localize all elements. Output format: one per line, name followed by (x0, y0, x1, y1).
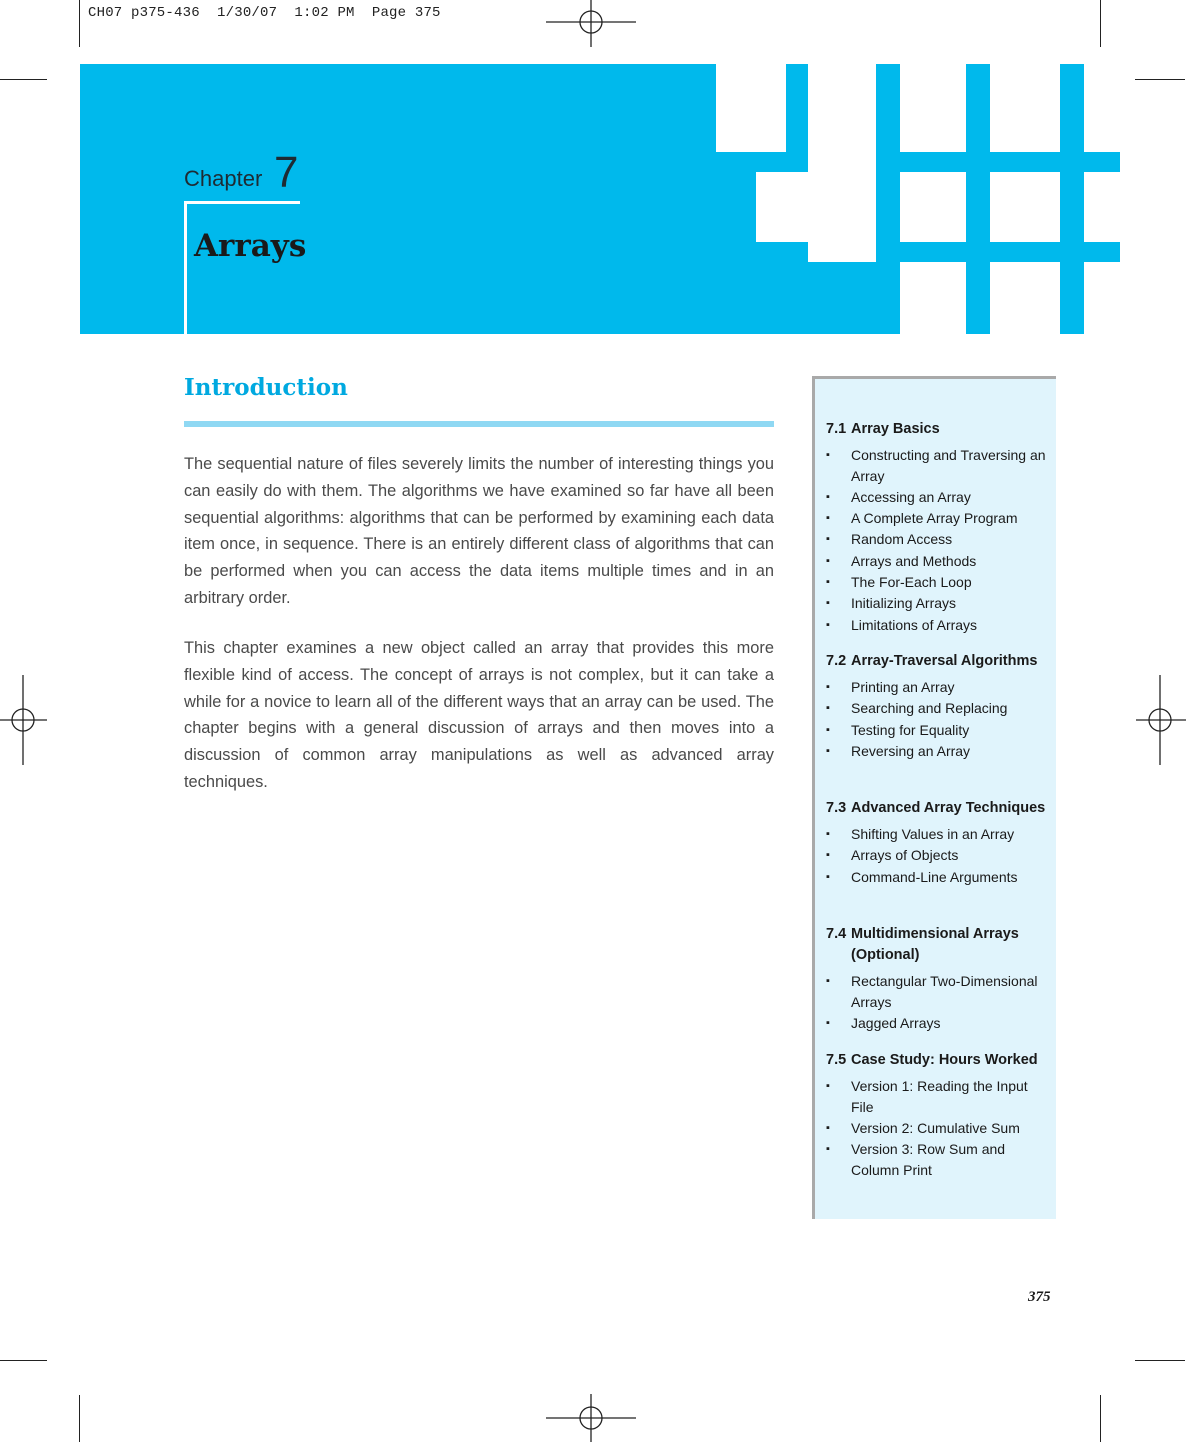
section-title: 7.3 Advanced Array Techniques (826, 800, 1046, 816)
contents-section (826, 419, 1051, 636)
crop-mark (0, 1360, 47, 1361)
banner-grid-bar (786, 64, 808, 152)
banner-grid-bar (966, 64, 990, 152)
list-item: ▪ A Complete Array Program (826, 510, 1018, 527)
intro-paragraph: The sequential nature of files severely limits the number of interesting things you can easily do with them. The algorithms we have examined so far have all been sequential algorithms: algorithms that can be performed by examining each data item once, in sequence. There is an entirely different class of algorithms that can be performed when you can access the data items multiple times and in an arbitrary order. (184, 455, 774, 607)
list-item: ▪ Version 2: Cumulative Sum (826, 1119, 1020, 1136)
banner-grid-block (756, 242, 808, 262)
banner-background (80, 64, 716, 334)
contents-section (826, 924, 1051, 1034)
list-item: ▪ Accessing an Array (826, 488, 971, 505)
list-item: ▪ Searching and Replacing (826, 700, 1008, 717)
section-title: 7.4 Multidimensional Arrays (Optional) (826, 926, 1019, 963)
list-item: ▪ Initializing Arrays (826, 595, 957, 612)
crop-mark (0, 79, 47, 80)
banner-grid-block (756, 262, 900, 334)
chapter-title: Arrays (194, 228, 307, 264)
crop-mark (1135, 79, 1185, 80)
banner-grid-bar (1060, 64, 1084, 334)
list-item: ▪ Limitations of Arrays (826, 616, 978, 633)
section-title: 7.5 Case Study: Hours Worked (826, 1052, 1038, 1068)
list-item: ▪ Rectangular Two-Dimensional Arrays (826, 973, 1038, 1010)
print-slug: CH07 p375-436 1/30/07 1:02 PM Page 375 (88, 5, 441, 21)
intro-heading: Introduction (184, 374, 348, 401)
page-number: 375 (1028, 1289, 1051, 1305)
list-item: ▪ Version 3: Row Sum and Column Print (826, 1141, 1006, 1178)
list-item: ▪ Random Access (826, 531, 953, 548)
list-item: ▪ Command-Line Arguments (826, 868, 1018, 885)
crop-mark (1100, 0, 1101, 47)
intro-rule (184, 421, 774, 427)
list-item: ▪ Testing for Equality (826, 721, 970, 738)
chapter-label: Chapter (184, 166, 263, 191)
list-item: ▪ Arrays and Methods (826, 552, 977, 569)
list-item: ▪ Version 1: Reading the Input File (826, 1078, 1028, 1115)
registration-mark-icon (0, 675, 90, 765)
crop-mark (79, 0, 80, 47)
chapter-number: 7 (274, 148, 299, 197)
banner-grid-block (756, 152, 808, 172)
contents-section (826, 1050, 1051, 1181)
crop-mark (1100, 1395, 1101, 1442)
chapter-rule (184, 201, 300, 204)
intro-paragraph: This chapter examines a new object called an array that provides this more flexible kind of access. The concept of arrays is not complex, but it can take a while for a novice to learn all of the different ways that an array can be used. The chapter begins with a general discussion of arrays and then moves into a discussion of common array manipulations as well as advanced array techniques. (184, 639, 774, 791)
list-item: ▪ Shifting Values in an Array (826, 826, 1015, 842)
section-title: 7.2 Array-Traversal Algorithms (826, 653, 1038, 669)
banner-grid-bar (876, 152, 1120, 172)
crop-mark (79, 1395, 80, 1442)
banner-grid-bar (876, 64, 900, 152)
crop-mark (1135, 1360, 1185, 1361)
contents-section (826, 651, 1051, 762)
registration-mark-icon (546, 1352, 636, 1442)
list-item: ▪ The For-Each Loop (826, 573, 972, 590)
list-item: ▪ Arrays of Objects (826, 847, 959, 864)
list-item: ▪ Constructing and Traversing an Array (826, 447, 1046, 484)
banner-grid-bar (876, 242, 1120, 262)
registration-mark-icon (1110, 675, 1200, 765)
list-item: ▪ Jagged Arrays (826, 1014, 941, 1031)
list-item: ▪ Reversing an Array (826, 742, 971, 759)
contents-section (826, 798, 1051, 888)
banner-grid-block (716, 152, 756, 334)
list-item: ▪ Printing an Array (826, 679, 955, 695)
chapter-rule (184, 201, 187, 334)
chapter-banner (80, 64, 1120, 334)
banner-grid-bar (876, 172, 900, 242)
section-title: 7.1 Array Basics (826, 421, 940, 437)
